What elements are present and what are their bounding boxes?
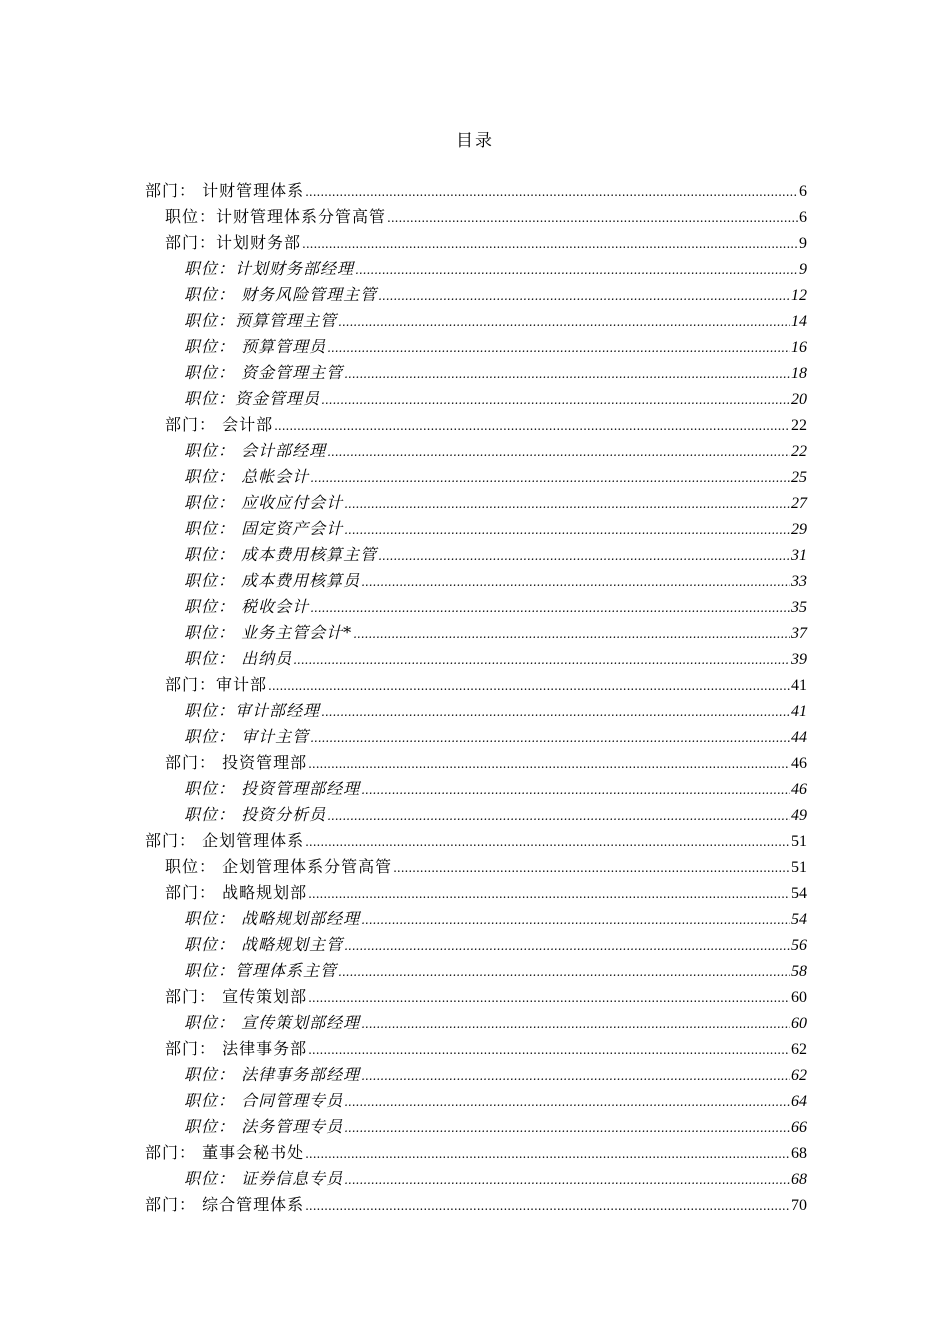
toc-entry[interactable] xyxy=(145,932,807,958)
toc-entry[interactable] xyxy=(145,178,807,204)
toc-entry-label: 职位：审计部经理 xyxy=(184,701,321,720)
toc-dot-leader xyxy=(327,803,790,829)
toc-entry-label: 职位： 财务风险管理主管 xyxy=(184,285,378,304)
toc-entry-label: 部门： 董事会秘书处 xyxy=(145,1143,305,1162)
toc-title: 目录 xyxy=(456,131,494,151)
toc-page-number: 66 xyxy=(791,1119,807,1136)
toc-dot-leader xyxy=(321,699,790,725)
toc-page-number: 9 xyxy=(799,261,807,278)
toc-page-number: 49 xyxy=(791,807,807,824)
toc-entry[interactable] xyxy=(145,594,807,620)
toc-dot-leader xyxy=(327,335,790,361)
toc-page-number: 39 xyxy=(791,651,807,668)
toc-entry[interactable] xyxy=(145,984,807,1010)
toc-dot-leader xyxy=(305,179,798,205)
toc-page-number: 46 xyxy=(791,755,807,772)
toc-entry-label: 职位： 投资管理部经理 xyxy=(184,779,361,798)
toc-entry[interactable] xyxy=(145,906,807,932)
toc-dot-leader xyxy=(310,725,790,751)
toc-entry-label: 职位： 证券信息专员 xyxy=(184,1169,344,1188)
toc-entry[interactable] xyxy=(145,802,807,828)
toc-entry-label: 部门： 综合管理体系 xyxy=(145,1195,305,1214)
toc-dot-leader xyxy=(344,1089,790,1115)
toc-dot-leader xyxy=(305,1193,790,1219)
toc-entry-label: 职位： 成本费用核算主管 xyxy=(184,545,378,564)
toc-dot-leader xyxy=(361,907,790,933)
toc-entry[interactable] xyxy=(145,620,807,646)
toc-entry-label: 职位：预算管理主管 xyxy=(184,311,338,330)
toc-page-number: 54 xyxy=(791,911,807,928)
toc-entry-label: 职位：计财管理体系分管高管 xyxy=(165,207,387,226)
toc-dot-leader xyxy=(378,543,790,569)
toc-entry-label: 职位： 总帐会计 xyxy=(184,467,310,486)
toc-dot-leader xyxy=(355,257,798,283)
toc-page-number: 44 xyxy=(791,729,807,746)
toc-page-number: 16 xyxy=(791,339,807,356)
toc-page-number: 33 xyxy=(791,573,807,590)
toc-entry-label: 职位： 应收应付会计 xyxy=(184,493,344,512)
toc-entry-label: 职位：计划财务部经理 xyxy=(184,259,355,278)
toc-entry-label: 部门：计划财务部 xyxy=(165,233,302,252)
toc-dot-leader xyxy=(338,959,790,985)
toc-entry[interactable] xyxy=(145,958,807,984)
toc-page-number: 37 xyxy=(791,625,807,642)
toc-dot-leader xyxy=(338,309,790,335)
toc-entry[interactable] xyxy=(145,776,807,802)
toc-page-number: 9 xyxy=(799,235,807,252)
toc-page-number: 58 xyxy=(791,963,807,980)
toc-entry[interactable] xyxy=(145,1140,807,1166)
toc-dot-leader xyxy=(310,465,790,491)
toc-page-number: 25 xyxy=(791,469,807,486)
toc-dot-leader xyxy=(344,1115,790,1141)
toc-entry[interactable] xyxy=(145,1010,807,1036)
toc-entry[interactable] xyxy=(145,490,807,516)
toc-dot-leader xyxy=(344,517,790,543)
toc-entry[interactable] xyxy=(145,750,807,776)
toc-page-number: 6 xyxy=(799,209,807,226)
toc-page-number: 51 xyxy=(791,833,807,850)
toc-entry-label: 职位：资金管理员 xyxy=(184,389,321,408)
toc-entry[interactable] xyxy=(145,386,807,412)
toc-page-number: 62 xyxy=(791,1067,807,1084)
toc-entry-label: 职位： 战略规划主管 xyxy=(184,935,344,954)
toc-page-number: 68 xyxy=(791,1171,807,1188)
toc-entry-label: 部门： 会计部 xyxy=(165,415,274,434)
toc-dot-leader xyxy=(387,205,798,231)
toc-page-number: 35 xyxy=(791,599,807,616)
toc-dot-leader xyxy=(293,647,790,673)
toc-dot-leader xyxy=(305,1141,790,1167)
toc-page-number: 68 xyxy=(791,1145,807,1162)
toc-list xyxy=(145,178,807,1218)
toc-entry[interactable] xyxy=(145,568,807,594)
toc-entry-label: 职位： 成本费用核算员 xyxy=(184,571,361,590)
toc-entry-label: 部门： 宣传策划部 xyxy=(165,987,308,1006)
toc-entry[interactable] xyxy=(145,1166,807,1192)
toc-entry-label: 职位： 固定资产会计 xyxy=(184,519,344,538)
toc-entry[interactable] xyxy=(145,1036,807,1062)
toc-entry-label: 职位： 法律事务部经理 xyxy=(184,1065,361,1084)
toc-entry[interactable] xyxy=(145,516,807,542)
toc-dot-leader xyxy=(361,569,790,595)
toc-page-number: 22 xyxy=(791,443,807,460)
toc-entry[interactable] xyxy=(145,542,807,568)
toc-entry-label: 部门：审计部 xyxy=(165,675,268,694)
toc-page-number: 41 xyxy=(791,677,807,694)
toc-entry[interactable] xyxy=(145,1062,807,1088)
toc-entry[interactable] xyxy=(145,724,807,750)
toc-page-number: 51 xyxy=(791,859,807,876)
toc-page-number: 62 xyxy=(791,1041,807,1058)
toc-dot-leader xyxy=(308,881,790,907)
toc-page-number: 64 xyxy=(791,1093,807,1110)
toc-dot-leader xyxy=(274,413,790,439)
toc-entry-label: 部门： 投资管理部 xyxy=(165,753,308,772)
toc-entry[interactable] xyxy=(145,828,807,854)
toc-entry-label: 职位： 战略规划部经理 xyxy=(184,909,361,928)
toc-page-number: 56 xyxy=(791,937,807,954)
toc-entry[interactable] xyxy=(145,308,807,334)
toc-entry-label: 职位： 出纳员 xyxy=(184,649,293,668)
toc-entry-label: 职位： 投资分析员 xyxy=(184,805,327,824)
toc-entry[interactable] xyxy=(145,854,807,880)
toc-entry[interactable] xyxy=(145,698,807,724)
toc-dot-leader xyxy=(344,361,790,387)
toc-entry[interactable] xyxy=(145,334,807,360)
toc-dot-leader xyxy=(361,777,790,803)
toc-entry-label: 部门： 法律事务部 xyxy=(165,1039,308,1058)
toc-page-number: 60 xyxy=(791,1015,807,1032)
toc-entry[interactable] xyxy=(145,282,807,308)
toc-dot-leader xyxy=(308,985,790,1011)
toc-page-number: 12 xyxy=(791,287,807,304)
toc-entry-label: 职位： 税收会计 xyxy=(184,597,310,616)
toc-entry[interactable] xyxy=(145,880,807,906)
toc-entry-label: 职位： 宣传策划部经理 xyxy=(184,1013,361,1032)
toc-dot-leader xyxy=(308,1037,790,1063)
toc-entry[interactable] xyxy=(145,1088,807,1114)
toc-dot-leader xyxy=(344,1167,790,1193)
toc-entry-label: 职位： 审计主管 xyxy=(184,727,310,746)
toc-page-number: 41 xyxy=(791,703,807,720)
toc-entry[interactable] xyxy=(145,672,807,698)
toc-entry-label: 部门： 计财管理体系 xyxy=(145,181,305,200)
toc-dot-leader xyxy=(327,439,790,465)
toc-entry[interactable] xyxy=(145,1114,807,1140)
toc-page-number: 27 xyxy=(791,495,807,512)
toc-dot-leader xyxy=(393,855,790,881)
toc-entry-label: 职位： 业务主管会计* xyxy=(184,623,353,642)
toc-dot-leader xyxy=(361,1063,790,1089)
toc-entry[interactable] xyxy=(145,1192,807,1218)
toc-dot-leader xyxy=(344,933,790,959)
toc-entry[interactable] xyxy=(145,438,807,464)
toc-entry[interactable] xyxy=(145,646,807,672)
toc-entry[interactable] xyxy=(145,412,807,438)
toc-entry-label: 职位：管理体系主管 xyxy=(184,961,338,980)
toc-page-number: 54 xyxy=(791,885,807,902)
toc-dot-leader xyxy=(378,283,790,309)
toc-page-number: 6 xyxy=(799,183,807,200)
toc-entry[interactable] xyxy=(145,464,807,490)
toc-dot-leader xyxy=(344,491,790,517)
toc-entry-label: 部门： 战略规划部 xyxy=(165,883,308,902)
toc-entry-label: 职位： 预算管理员 xyxy=(184,337,327,356)
toc-page-number: 31 xyxy=(791,547,807,564)
toc-page-number: 18 xyxy=(791,365,807,382)
toc-entry-label: 职位： 合同管理专员 xyxy=(184,1091,344,1110)
toc-dot-leader xyxy=(268,673,790,699)
toc-dot-leader xyxy=(321,387,790,413)
toc-page-number: 14 xyxy=(791,313,807,330)
toc-dot-leader xyxy=(308,751,790,777)
toc-dot-leader xyxy=(361,1011,790,1037)
toc-page-number: 29 xyxy=(791,521,807,538)
toc-dot-leader xyxy=(353,621,790,647)
toc-dot-leader xyxy=(302,231,798,257)
toc-dot-leader xyxy=(305,829,790,855)
toc-page-number: 20 xyxy=(791,391,807,408)
toc-entry-label: 职位： 资金管理主管 xyxy=(184,363,344,382)
toc-entry-label: 职位： 法务管理专员 xyxy=(184,1117,344,1136)
toc-entry[interactable] xyxy=(145,360,807,386)
toc-entry-label: 部门： 企划管理体系 xyxy=(145,831,305,850)
toc-page-number: 46 xyxy=(791,781,807,798)
toc-dot-leader xyxy=(310,595,790,621)
toc-page-number: 70 xyxy=(791,1197,807,1214)
toc-entry[interactable] xyxy=(145,256,807,282)
toc-entry[interactable] xyxy=(145,230,807,256)
toc-entry-label: 职位： 企划管理体系分管高管 xyxy=(165,857,393,876)
toc-page-number: 60 xyxy=(791,989,807,1006)
toc-page-number: 22 xyxy=(791,417,807,434)
toc-entry-label: 职位： 会计部经理 xyxy=(184,441,327,460)
toc-entry[interactable] xyxy=(145,204,807,230)
